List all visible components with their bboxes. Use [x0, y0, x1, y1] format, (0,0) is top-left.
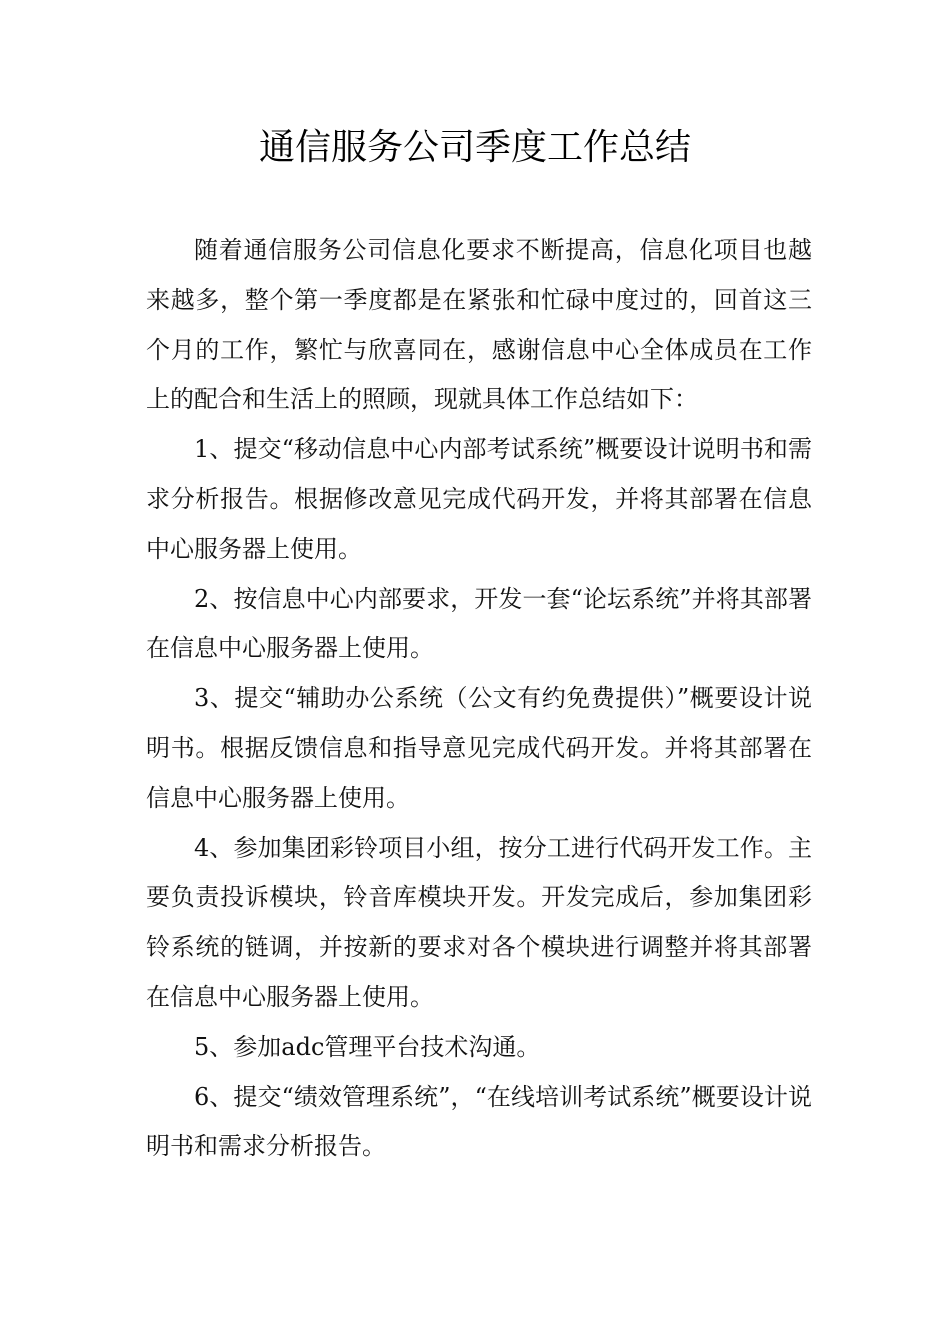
work-item-1: 1、提交“移动信息中心内部考试系统”概要设计说明书和需求分析报告。根据修改意见完成代码开发，并将其部署在信息中心服务器上使用。	[146, 435, 812, 563]
work-item-4: 4、参加集团彩铃项目小组，按分工进行代码开发工作。主要负责投诉模块，铃音库模块开发。开发完成后，参加集团彩铃系统的链调，并按新的要求对各个模块进行调整并将其部署在信息中心服务器上使用。	[146, 833, 812, 1011]
work-item-3: 3、提交“辅助办公系统（公文有约免费提供）”概要设计说明书。根据反馈信息和指导意见完成代码开发。并将其部署在信息中心服务器上使用。	[146, 684, 812, 812]
document-body	[146, 226, 812, 1172]
work-item-5: 5、参加adc管理平台技术沟通。	[194, 1032, 541, 1061]
document-title: 通信服务公司季度工作总结	[258, 127, 691, 168]
work-item-6: 6、提交“绩效管理系统”，“在线培训考试系统”概要设计说明书和需求分析报告。	[146, 1082, 812, 1161]
intro-paragraph: 随着通信服务公司信息化要求不断提高，信息化项目也越来越多，整个第一季度都是在紧张和忙碌中度过的，回首这三个月的工作，繁忙与欣喜同在，感谢信息中心全体成员在工作上的配合和生活上的照顾，现就具体工作总结如下：	[146, 236, 812, 414]
work-item-2: 2、按信息中心内部要求，开发一套“论坛系统”并将其部署在信息中心服务器上使用。	[146, 584, 812, 663]
